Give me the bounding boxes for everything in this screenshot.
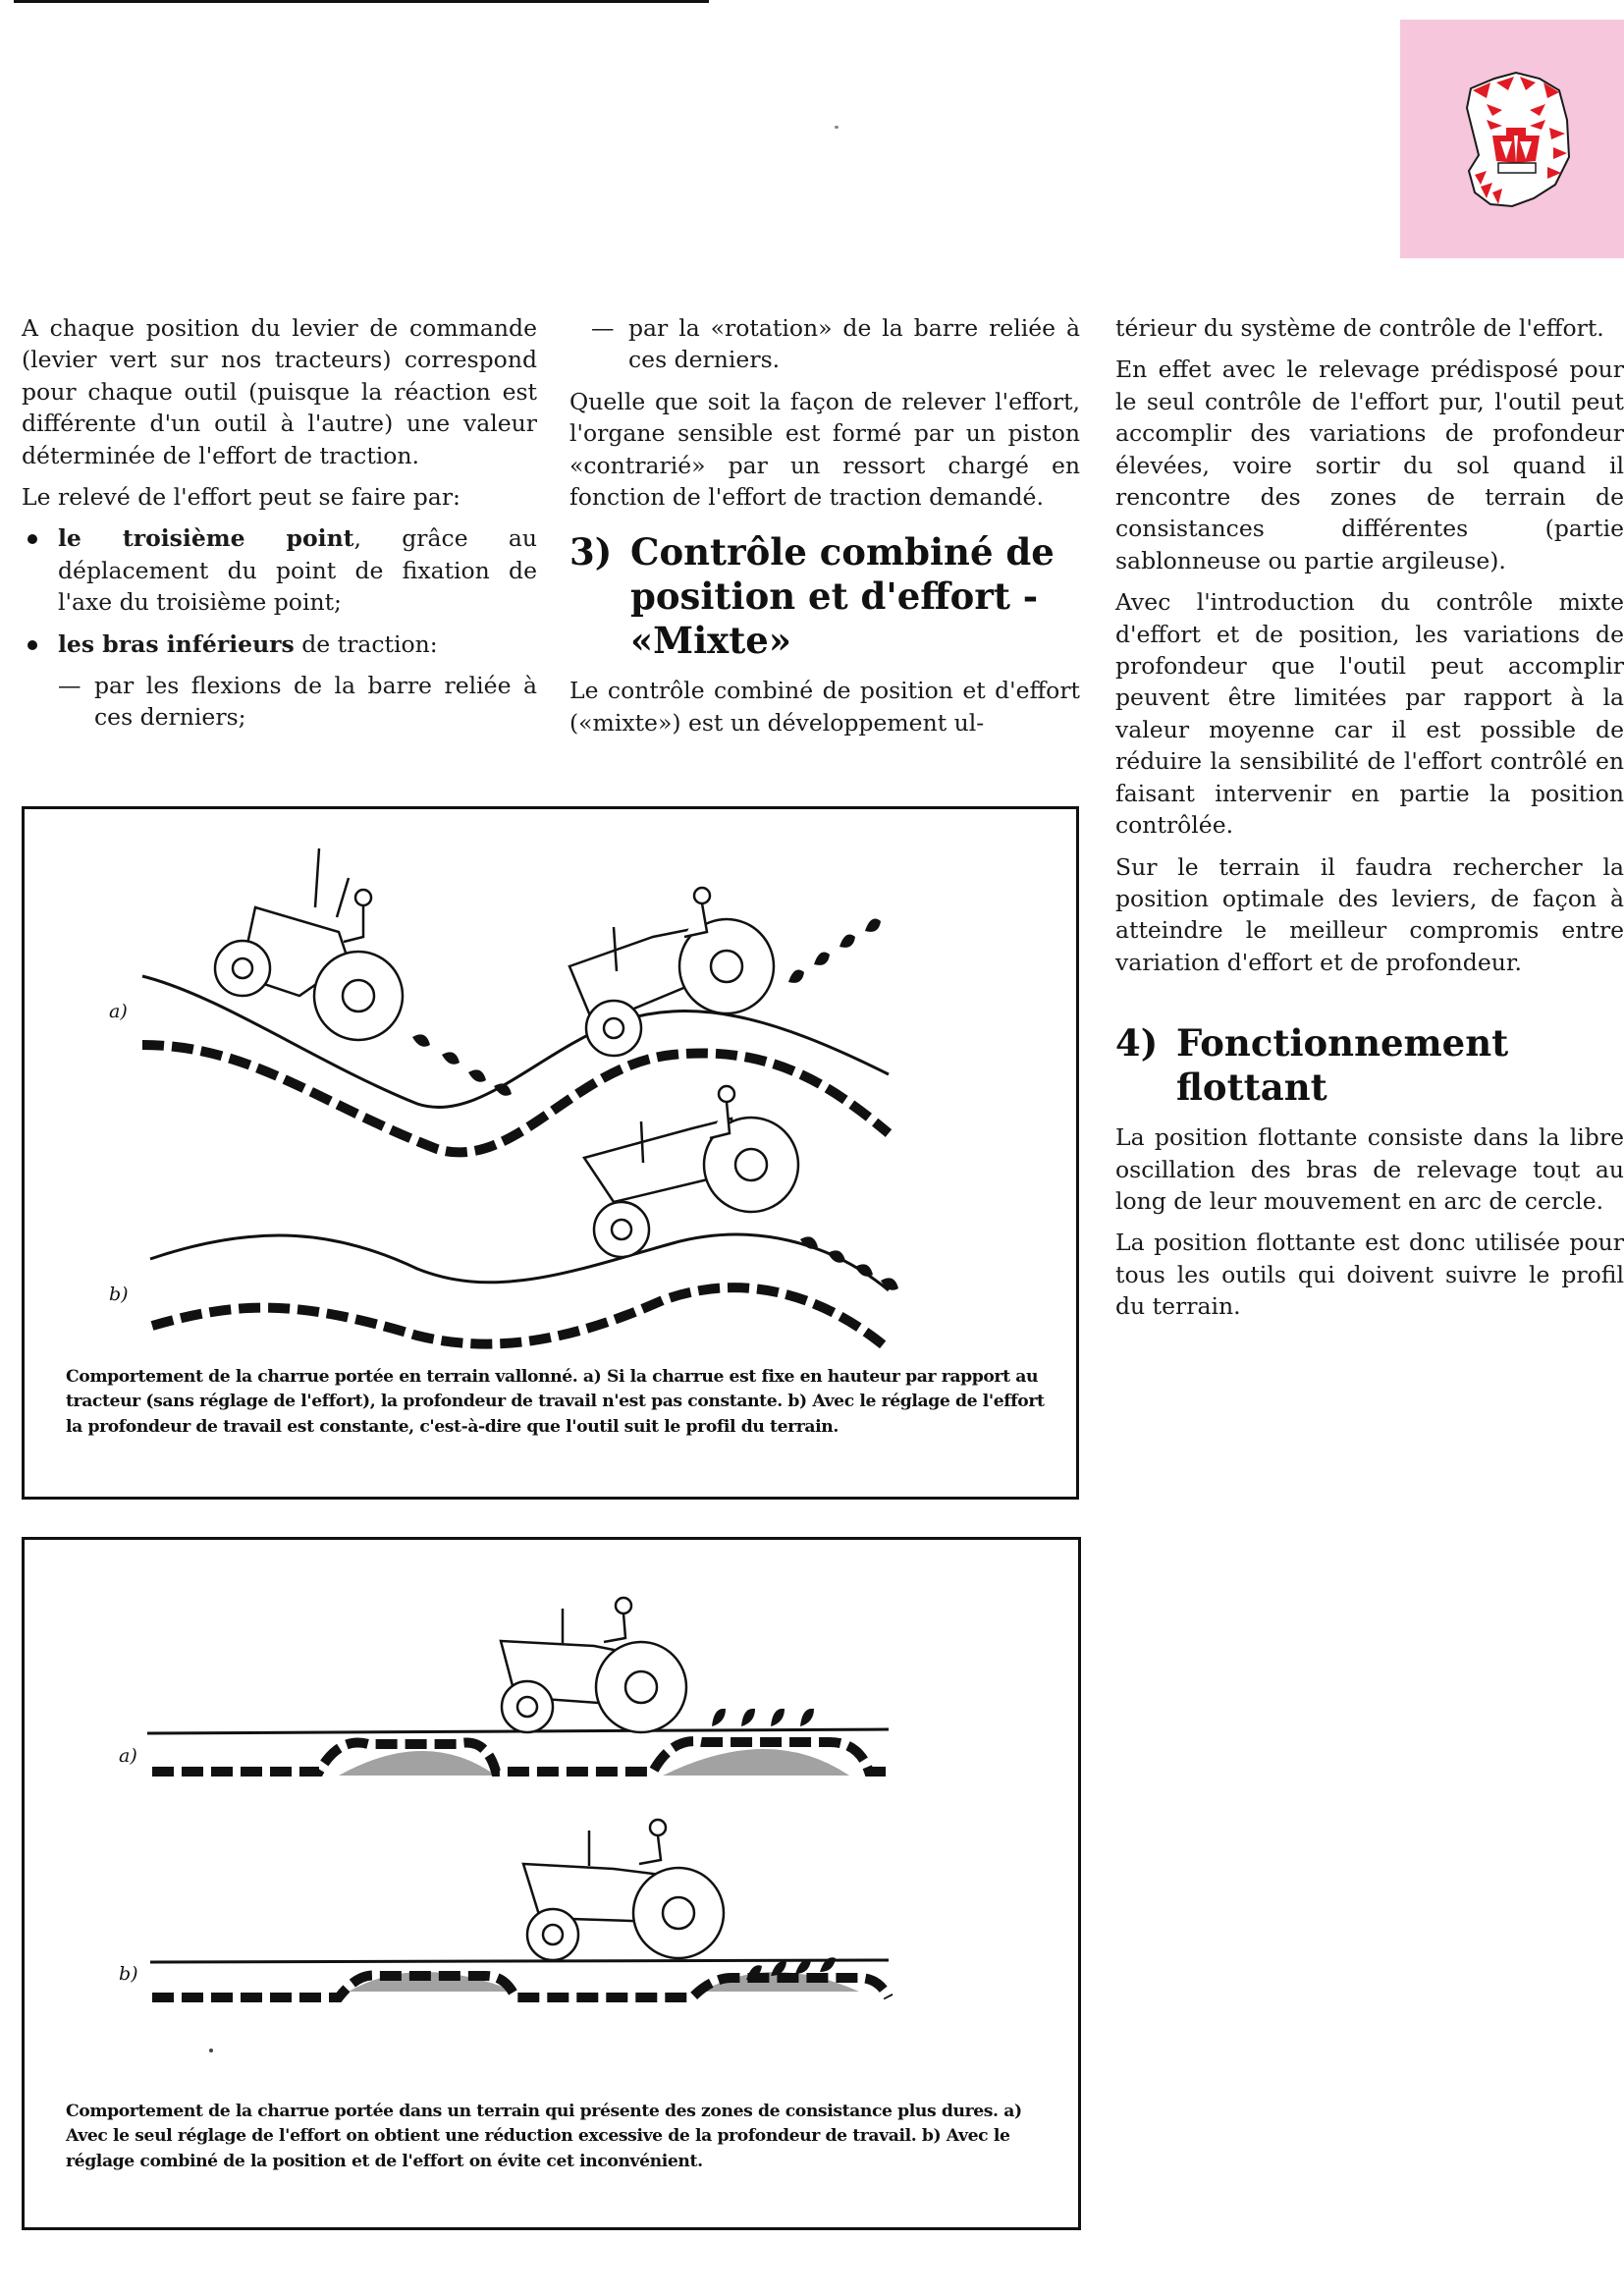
- paragraph: Avec l'introduction du contrôle mixte d'effort et de position, les variations de profondeur que l'outil peut accomplir peuvent être limitées par rapport à la valeur moyenne car il est possible de réduire la sensibilité de l'effort contrôlé en faisant intervenir en partie la position contrôlée.: [1115, 588, 1624, 840]
- tractor-icon: [523, 1820, 724, 1960]
- dash-item: — par la «rotation» de la barre reliée à ces derniers.: [569, 312, 1080, 376]
- bullet-text: , grâce au déplacement du point de fixation de l'axe du troisième point;: [58, 524, 537, 617]
- paragraph: Sur le terrain il faudra rechercher la position optimale des leviers, de façon à atteindre le meilleur compromis entre variation d'effort et de profondeur.: [1115, 852, 1624, 976]
- section-title: Fonctionnement flottant: [1176, 1021, 1509, 1110]
- dash-item: — par les flexions de la barre reliée à ces derniers;: [22, 670, 537, 734]
- figure-2-illustration: [25, 1540, 1078, 2090]
- column-2: [569, 312, 1080, 748]
- logo-panel: [1400, 20, 1624, 258]
- ground-line-b: [150, 1960, 889, 1962]
- tractor-icon: [215, 848, 403, 1040]
- section-heading-3: [569, 530, 1080, 663]
- tractor-icon: [584, 1086, 798, 1257]
- paragraph: Le contrôle combiné de position et d'effort («mixte») est un développement ul-: [569, 677, 1080, 737]
- section-number: 3): [569, 530, 613, 574]
- figure-label-a: a): [119, 1745, 137, 1767]
- paragraph: En effet avec le relevage prédisposé pour le seul contrôle de l'effort pur, l'outil peut accomplir des variations de profondeur élevées, voire sortir du sol quand il rencontre des zones de terrain de consistances différentes (partie sablonneuse ou partie argileuse).: [1115, 355, 1624, 574]
- bullet-item: [22, 522, 537, 618]
- paragraph: La position flottante consiste dans la libre oscillation des bras de relevage tout au long de leur mouvement en arc de cercle.: [1115, 1123, 1624, 1215]
- section-title: Contrôle combiné de position et d'effort - «Mixte»: [630, 530, 1055, 663]
- figure-caption: Comportement de la charrue portée dans un terrain qui présente des zones de consistance plus dures. a) Avec le seul réglage de l'effort on obtient une réduction excessive de la profondeur de travail. b) Avec le réglage combiné de la position et de l'effort on évite cet inconvénient.: [66, 2102, 1022, 2171]
- figure-label-b: b): [119, 1963, 138, 1985]
- bullet-text: de traction:: [294, 629, 438, 658]
- section-number: 4): [1115, 1021, 1159, 1066]
- plough-shares: [712, 1709, 836, 1980]
- figure-caption: Comportement de la charrue portée en terrain vallonné. a) Si la charrue est fixe en hauteur par rapport au tracteur (sans réglage de l'effort), la profondeur de travail n'est pas constante. b) Avec le réglage de l'effort la profondeur de travail est constante, c'est-à-dire que l'outil suit le profil du terrain.: [66, 1367, 1045, 1437]
- tractor-icon: [569, 888, 774, 1056]
- paragraph: A chaque position du levier de commande (levier vert sur nos tracteurs) correspond pour chaque outil (puisque la réaction est différente d'un outil à l'autre) une valeur déterminée de l'effort de traction.: [22, 314, 537, 469]
- ground-line-b: [150, 1234, 889, 1290]
- paragraph: térieur du système de contrôle de l'effort.: [1115, 314, 1604, 342]
- top-rule: [14, 0, 709, 3]
- scan-speck: [835, 126, 839, 129]
- figure-1-illustration: [25, 809, 1076, 1359]
- scan-speck: [209, 2049, 213, 2052]
- figure-hard-zones: [22, 1537, 1081, 2230]
- tiger-logo-icon: [1457, 69, 1575, 211]
- working-depth-b: [152, 1287, 889, 1349]
- tractor-icon: [501, 1598, 686, 1732]
- figure-hilly-terrain: [22, 806, 1079, 1500]
- bullet-bold: les bras inférieurs: [58, 629, 295, 658]
- column-3: [1115, 312, 1624, 1333]
- section-heading-4: [1115, 1021, 1624, 1110]
- paragraph: Le relevé de l'effort peut se faire par:: [22, 483, 460, 512]
- bullet-item: [22, 629, 537, 660]
- ground-line-a: [142, 976, 889, 1108]
- bullet-bold: le troisième point: [58, 524, 354, 553]
- column-1: [22, 312, 537, 743]
- paragraph: La position flottante est donc utilisée pour tous les outils qui doivent suivre le profil du terrain.: [1115, 1229, 1624, 1321]
- figure-label-a: a): [109, 1001, 128, 1022]
- figure-label-b: b): [109, 1284, 129, 1305]
- paragraph: Quelle que soit la façon de relever l'effort, l'organe sensible est formé par un piston «contrarié» par un ressort chargé en fonction de l'effort de traction demandé.: [569, 387, 1080, 512]
